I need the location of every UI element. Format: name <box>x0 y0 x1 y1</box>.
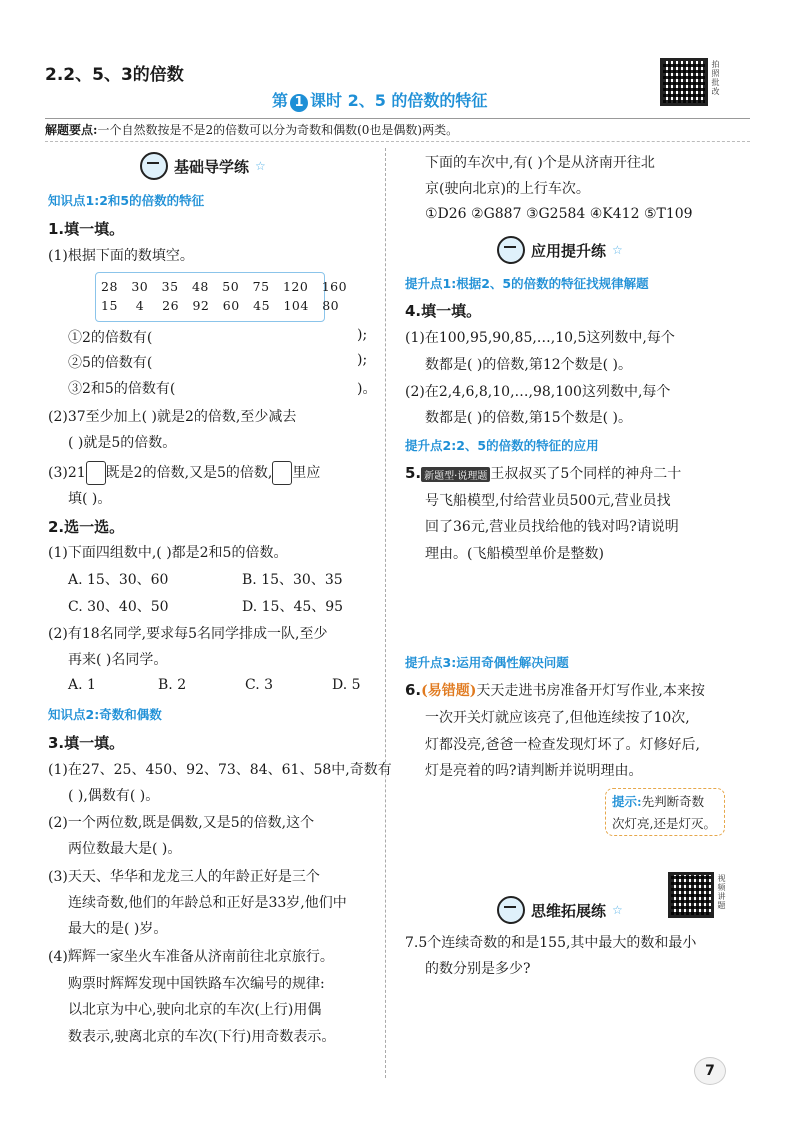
error-prone-tag: (易错题) <box>421 683 477 699</box>
q5-line-d: 理由。(飞船模型单价是整数) <box>425 546 604 562</box>
mascot-icon <box>140 152 168 180</box>
q2-1-option-d: D. 15、45、95 <box>242 599 344 615</box>
q2-2-option-c: C. 3 <box>245 677 274 693</box>
q1-3a-pre: (3)21 <box>48 465 86 481</box>
mascot-icon <box>497 236 525 264</box>
lesson-title <box>272 88 487 112</box>
q1-3a-mid: 既是2的倍数,又是5的倍数, <box>105 465 273 481</box>
banner-extension-label: 思维拓展练 <box>531 901 607 920</box>
q6-line-d: 灯是亮着的吗?请判断并说明理由。 <box>425 763 643 779</box>
q1-3a-end: 里应 <box>292 465 321 481</box>
section-title: 2.2、5、3的倍数 <box>45 65 184 85</box>
q1-1b: ②5的倍数有( <box>68 355 153 371</box>
banner-applied-practice <box>497 236 623 264</box>
q4-2a: (2)在2,4,6,8,10,…,98,100这列数中,每个 <box>405 384 671 400</box>
q3-4a: (4)辉辉一家坐火车准备从济南前往北京旅行。 <box>48 949 334 965</box>
q2-2-option-d: D. 5 <box>332 677 361 693</box>
page-number: 7 <box>694 1057 726 1085</box>
q6-line-a <box>405 680 705 700</box>
improvement-point-3: 提升点3:运用奇偶性解决问题 <box>405 655 569 670</box>
q2-2a: (2)有18名同学,要求每5名同学排成一队,至少 <box>48 626 328 642</box>
q4-1b: 数都是( )的倍数,第12个数是( )。 <box>425 357 633 373</box>
lesson-prefix: 第 <box>272 91 289 110</box>
q3-4d: 数表示,驶离北京的车次(下行)用奇数表示。 <box>68 1029 336 1045</box>
lesson-number-badge: 1 <box>290 94 308 112</box>
q1-1b-end: ); <box>357 352 368 368</box>
q5-number: 5. <box>405 464 422 482</box>
improvement-point-2: 提升点2:2、5的倍数的特征的应用 <box>405 438 599 453</box>
q2-2-option-b: B. 2 <box>158 677 187 693</box>
q7-line-b: 的数分别是多少? <box>425 961 531 977</box>
star-icon: ☆ <box>255 159 266 173</box>
q3-2b: 两位数最大是( )。 <box>68 841 182 857</box>
question-4-heading: 4.填一填。 <box>405 302 482 320</box>
star-icon: ☆ <box>612 243 623 257</box>
q1-2b: ( )就是5的倍数。 <box>68 435 177 451</box>
q2-1-option-b: B. 15、30、35 <box>242 572 343 588</box>
q1-3b: 填( )。 <box>68 491 112 507</box>
q1-1a-end: ); <box>357 327 368 343</box>
tip-text: 一个自然数按是不是2的倍数可以分为奇数和偶数(0也是偶数)两类。 <box>97 123 459 137</box>
hint-box <box>605 788 725 836</box>
q3-2a: (2)一个两位数,既是偶数,又是5的倍数,这个 <box>48 815 315 831</box>
q3-4f: 京(驶向北京)的上行车次。 <box>425 181 590 197</box>
tip-key: 解题要点: <box>45 123 98 137</box>
qr-code-icon[interactable] <box>660 58 708 106</box>
q3-1a: (1)在27、25、450、92、73、84、61、58中,奇数有 <box>48 762 392 778</box>
hint-text-b: 次灯亮,还是灯灭。 <box>612 816 716 831</box>
tip-bar <box>45 118 750 142</box>
number-row-2: 15 4 26 92 60 45 104 80 <box>101 298 340 313</box>
q5-text-a: 王叔叔买了5个同样的神舟二十 <box>490 466 682 482</box>
q5-line-a <box>405 463 681 483</box>
q2-1: (1)下面四组数中,( )都是2和5的倍数。 <box>48 545 288 561</box>
improvement-point-1: 提升点1:根据2、5的倍数的特征找规律解题 <box>405 276 649 291</box>
new-question-tag: 新题型·说理题 <box>421 467 490 482</box>
q1-part1: (1)根据下面的数填空。 <box>48 248 194 264</box>
question-3-heading: 3.填一填。 <box>48 734 125 752</box>
question-2-heading: 2.选一选。 <box>48 518 125 536</box>
q2-2-option-a: A. 1 <box>68 677 96 693</box>
banner-basic-practice <box>140 152 266 180</box>
hint-key: 提示: <box>612 794 642 809</box>
banner-applied-label: 应用提升练 <box>531 241 607 260</box>
q4-2b: 数都是( )的倍数,第15个数是( )。 <box>425 410 633 426</box>
number-row-1: 28 30 35 48 50 75 120 160 <box>101 279 348 294</box>
q6-number: 6. <box>405 681 422 699</box>
q3-4b: 购票时辉辉发现中国铁路车次编号的规律: <box>68 976 325 992</box>
q3-4-options: ①D26 ②G887 ③G2584 ④K412 ⑤T109 <box>425 206 693 222</box>
lesson-title-text: 课时 2、5 的倍数的特征 <box>310 91 488 110</box>
q3-4c: 以北京为中心,驶向北京的车次(上行)用偶 <box>68 1002 322 1018</box>
q2-1-option-c: C. 30、40、50 <box>68 599 169 615</box>
qr-label-top: 拍照批改 <box>711 60 720 96</box>
q3-3b: 连续奇数,他们的年龄总和正好是33岁,他们中 <box>68 895 347 911</box>
q1-1c-end: )。 <box>357 381 377 397</box>
knowledge-point-2: 知识点2:奇数和偶数 <box>48 707 162 722</box>
qr-code-icon[interactable] <box>668 872 714 918</box>
qr-label-bottom: 视频讲题 <box>717 874 726 910</box>
q6-line-b: 一次开关灯就应该亮了,但他连续按了10次, <box>425 710 690 726</box>
hint-text-a: 先判断奇数 <box>641 794 705 809</box>
q3-4e: 下面的车次中,有( )个是从济南开往北 <box>425 155 655 171</box>
answer-box[interactable] <box>272 461 292 485</box>
banner-basic-label: 基础导学练 <box>174 157 250 176</box>
q1-2a: (2)37至少加上( )就是2的倍数,至少减去 <box>48 409 297 425</box>
q1-1a: ①2的倍数有( <box>68 330 153 346</box>
banner-extension-practice <box>497 896 623 924</box>
q7-line-a: 7.5个连续奇数的和是155,其中最大的数和最小 <box>405 935 697 951</box>
q4-1a: (1)在100,95,90,85,…,10,5这列数中,每个 <box>405 330 675 346</box>
mascot-icon <box>497 896 525 924</box>
q1-1c: ③2和5的倍数有( <box>68 381 176 397</box>
q1-3a <box>48 461 320 485</box>
answer-box[interactable] <box>86 461 106 485</box>
q5-line-b: 号飞船模型,付给营业员500元,营业员找 <box>425 493 671 509</box>
q6-line-c: 灯都没亮,爸爸一检查发现灯坏了。灯修好后, <box>425 737 700 753</box>
q3-1b: ( ),偶数有( )。 <box>68 788 160 804</box>
question-1-heading: 1.填一填。 <box>48 220 125 238</box>
q6-text-a: 天天走进书房准备开灯写作业,本来按 <box>476 683 705 699</box>
q3-3c: 最大的是( )岁。 <box>68 921 168 937</box>
column-divider <box>385 148 386 1078</box>
q3-3a: (3)天天、华华和龙龙三人的年龄正好是三个 <box>48 869 320 885</box>
star-icon: ☆ <box>612 903 623 917</box>
q5-line-c: 回了36元,营业员找给他的钱对吗?请说明 <box>425 519 679 535</box>
knowledge-point-1: 知识点1:2和5的倍数的特征 <box>48 193 205 208</box>
q2-1-option-a: A. 15、30、60 <box>68 572 169 588</box>
q2-2b: 再来( )名同学。 <box>68 652 168 668</box>
